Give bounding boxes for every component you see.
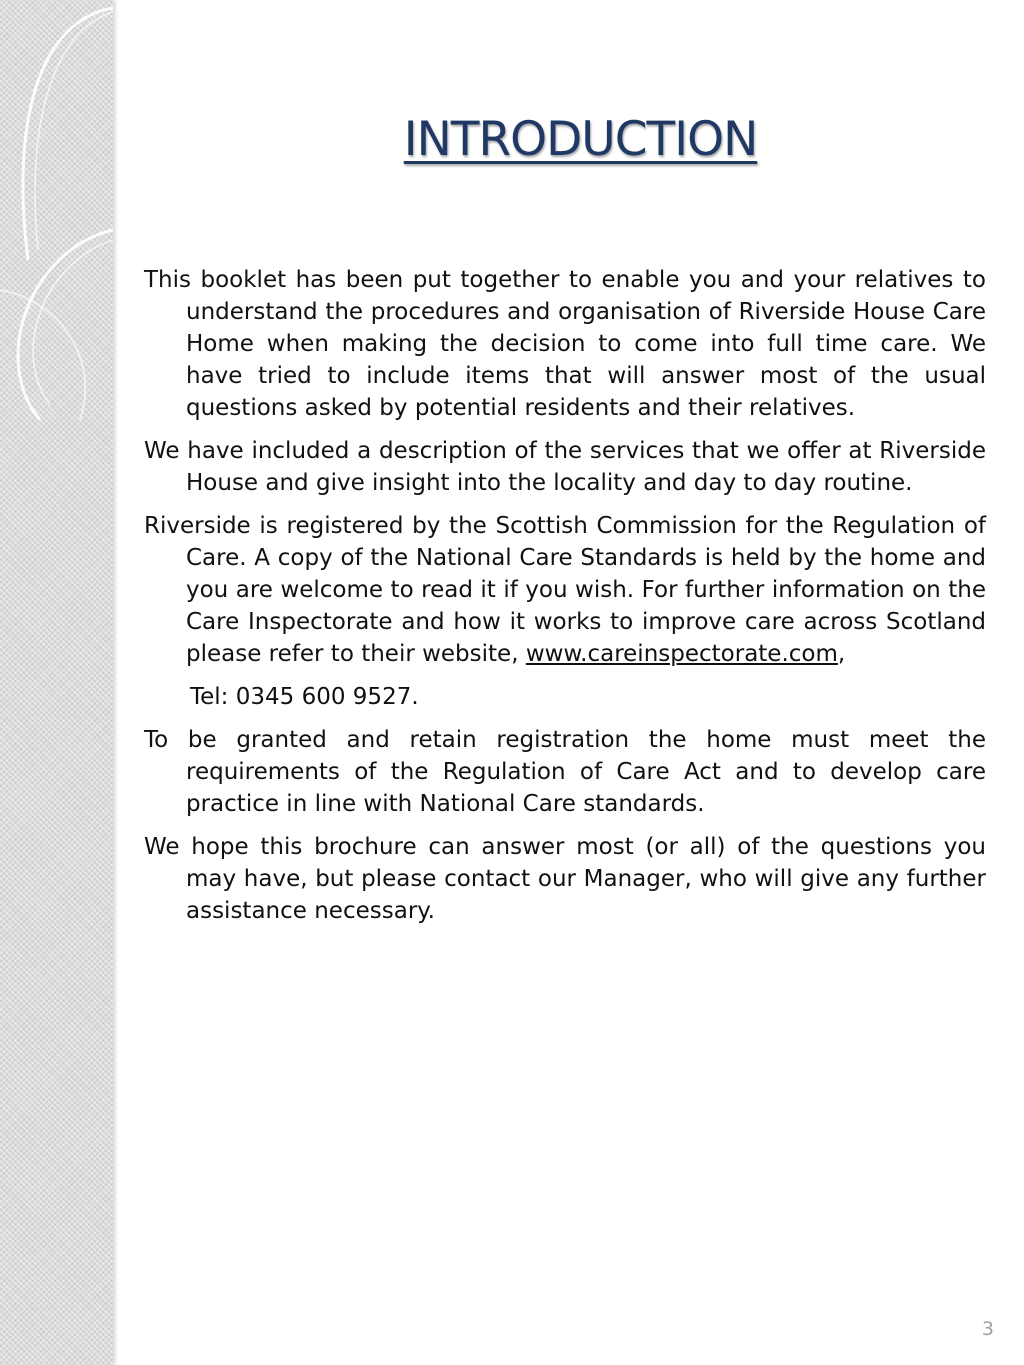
intro-body [144,264,986,938]
decorative-swirl-graphic [0,0,113,1365]
intro-paragraph-registration [144,510,986,670]
registration-text-end: , [837,641,846,667]
telephone-number: Tel: 0345 600 9527. [190,684,419,710]
care-inspectorate-link[interactable]: www.careinspectorate.com [525,641,838,667]
page-title: INTRODUCTION [403,112,758,167]
intro-paragraph-services: We have included a description of the services that we offer at Riverside House and give insight into the locality and day to day routine. [144,438,986,496]
registration-text: Riverside is registered by the Scottish Commission for the Regulation of Care. A copy of the National Care Standards is held by the home and you are welcome to read it if you wish. For further information on the Care Inspectorate and how it works to improve care across Scotland please refer to their website, [144,513,986,667]
intro-paragraph-requirements: To be granted and retain registration the home must meet the requirements of the Regulation of Care Act and to develop care practice in line with National Care standards. [144,727,986,817]
intro-paragraph-purpose: This booklet has been put together to enable you and your relatives to understand the procedures and organisation of Riverside House Care Home when making the decision to come into full time care. We have tried to include items that will answer most of the usual questions asked by potential residents and their relatives. [144,267,986,421]
page-number: 3 [981,1318,994,1340]
decorative-sidebar [0,0,113,1365]
intro-paragraph-contact: We hope this brochure can answer most (or all) of the questions you may have, but please contact our Manager, who will give any further assistance necessary. [144,834,986,924]
